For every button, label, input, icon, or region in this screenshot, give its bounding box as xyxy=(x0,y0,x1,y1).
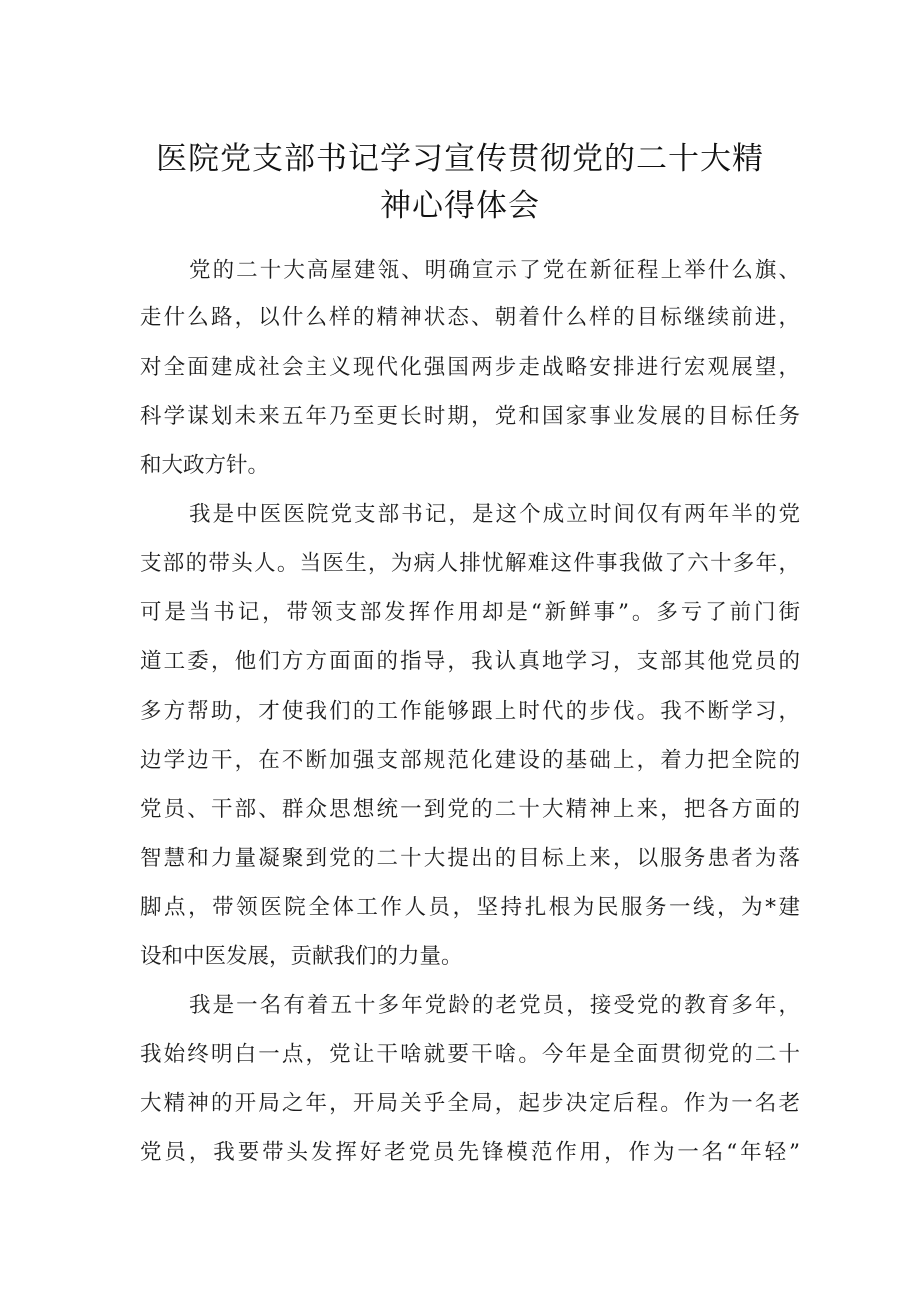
paragraph-line: 党员，我要带头发挥好老党员先锋模范作用，作为一名“年轻” xyxy=(140,1140,800,1165)
paragraph-line: 我始终明白一点，党让干啥就要干啥。今年是全面贯彻党的二十 xyxy=(140,1042,800,1067)
paragraph-line: 道工委，他们方方面面的指导，我认真地学习，支部其他党员的 xyxy=(140,649,800,674)
paragraph-line: 对全面建成社会主义现代化强国两步走战略安排进行宏观展望， xyxy=(140,355,800,380)
paragraph-line: 我是一名有着五十多年党龄的老党员，接受党的教育多年， xyxy=(189,993,800,1018)
paragraph-line: 设和中医发展，贡献我们的力量。 xyxy=(140,944,463,969)
paragraph-line: 脚点，带领医院全体工作人员，坚持扎根为民服务一线，为*建 xyxy=(140,895,800,920)
paragraph-line: 科学谋划未来五年乃至更长时期，党和国家事业发展的目标任务 xyxy=(140,404,800,429)
paragraph-line: 边学边干，在不断加强支部规范化建设的基础上，着力把全院的 xyxy=(140,748,800,773)
document-title-line-2: 神心得体会 xyxy=(380,188,540,224)
paragraph-line: 智慧和力量凝聚到党的二十大提出的目标上来，以服务患者为落 xyxy=(140,846,800,871)
paragraph-line: 党员、干部、群众思想统一到党的二十大精神上来，把各方面的 xyxy=(140,797,800,822)
paragraph-line: 走什么路，以什么样的精神状态、朝着什么样的目标继续前进， xyxy=(140,305,800,330)
paragraph-line: 和大政方针。 xyxy=(140,453,270,478)
paragraph-line: 支部的带头人。当医生，为病人排忧解难这件事我做了六十多年， xyxy=(140,551,800,576)
paragraph-line: 大精神的开局之年，开局关乎全局，起步决定后程。作为一名老 xyxy=(140,1091,800,1116)
document-title-line-1: 医院党支部书记学习宣传贯彻党的二十大精 xyxy=(156,141,764,177)
paragraph-line: 我是中医医院党支部书记，是这个成立时间仅有两年半的党 xyxy=(189,502,800,527)
paragraph-line: 可是当书记，带领支部发挥作用却是“新鲜事”。多亏了前门街 xyxy=(140,600,800,625)
paragraph-line: 党的二十大高屋建瓴、明确宣示了党在新征程上举什么旗、 xyxy=(189,258,800,283)
paragraph-line: 多方帮助，才使我们的工作能够跟上时代的步伐。我不断学习， xyxy=(140,699,800,724)
